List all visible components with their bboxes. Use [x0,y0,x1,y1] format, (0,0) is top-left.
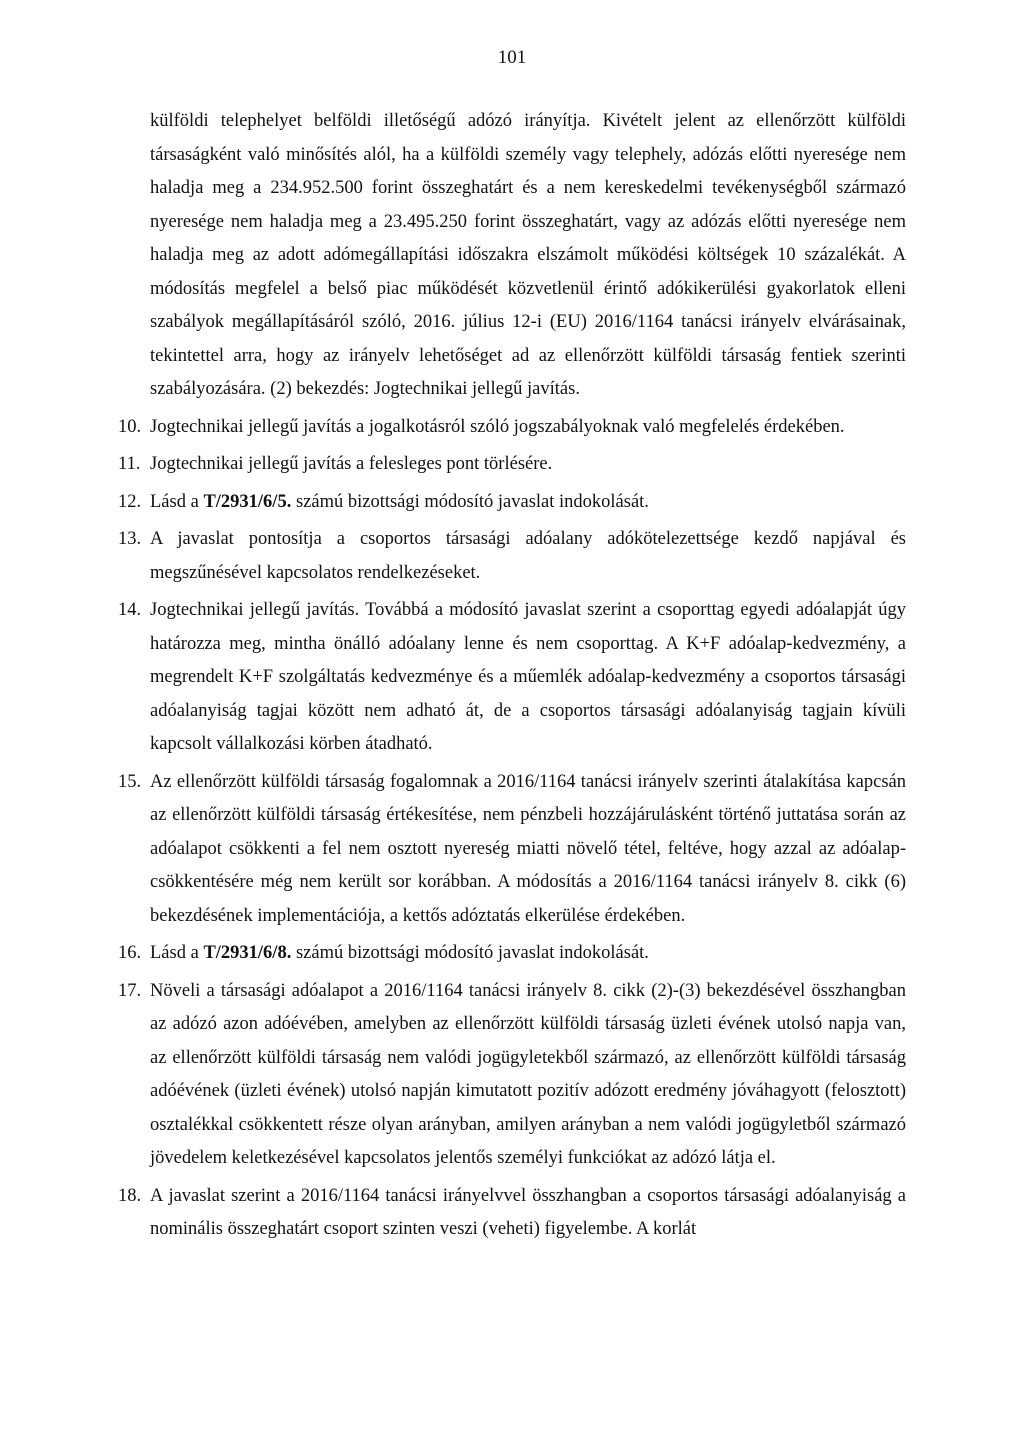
item-text: A javaslat pontosítja a csoportos társasági adóalany adókötelezettsége kezdő napjával és megszűnésével kapcsolatos rendelkezéseket. [150,529,906,583]
document-reference: T/2931/6/5. [203,491,292,512]
list-item-13 [118,523,906,590]
item-text: Jogtechnikai jellegű javítás a felesleges pont törlésére. [150,454,553,474]
list-item-15 [118,766,906,934]
item-text: Az ellenőrzött külföldi társaság fogalomnak a 2016/1164 tanácsi irányelv szerinti átalakítása kapcsán az ellenőrzött külföldi társaság értékesítése, nem pénzbeli hozzájárulásként történő juttatása során az adóalapot csökkenti a fel nem osztott nyereség miatti növelő tétel, feltéve, hogy azzal az adóalap-csökkentésére még nem került sor korábban. A módosítás a 2016/1164 tanácsi irányelv 8. cikk (6) bekezdésének implementációja, a kettős adóztatás elkerülése érdekében. [150,771,906,926]
list-item-14 [118,594,906,762]
list-item-11 [118,448,906,482]
item-number: 15. [118,771,142,792]
item-number: 11. [118,454,141,474]
item-text: Jogtechnikai jellegű javítás. Továbbá a módosító javaslat szerint a csoporttag egyedi adóalapját úgy határozza meg, mintha önálló adóalany lenne és nem csoporttag. A K+F adóalap-kedvezmény, a megrendelt K+F szolgáltatás kedvezménye és a műemlék adóalap-kedvezmény a csoportos társasági adóalanyiság tagjai között nem adható át, de a csoportos társasági adóalanyiság tagjain kívüli kapcsolt vállalkozási körben átadható. [150,600,906,754]
list-item-17 [118,975,906,1176]
list-item-16 [118,937,906,971]
item-number: 14. [118,600,142,620]
item-number: 18. [118,1185,142,1206]
list-item-12 [118,486,906,520]
list-item-10 [118,411,906,445]
document-body [118,105,906,1247]
list-item-18 [118,1180,906,1247]
item-text: Jogtechnikai jellegű javítás a jogalkotásról szóló jogszabályoknak való megfelelés érdekében. [150,416,845,437]
item-text-prefix: Lásd a [150,491,204,512]
item-number: 10. [118,416,142,437]
item-number: 12. [118,491,142,512]
item-text: A javaslat szerint a 2016/1164 tanácsi irányelvvel összhangban a csoportos társasági adóalanyiság a nominális összeghatárt csoport szinten veszi (veheti) figyelembe. A korlát [150,1185,906,1239]
item-text-suffix: számú bizottsági módosító javaslat indokolását. [291,491,649,512]
item-text-prefix: Lásd a [150,943,204,963]
document-reference: T/2931/6/8. [203,943,292,963]
item-text-suffix: számú bizottsági módosító javaslat indokolását. [291,943,649,963]
intro-paragraph: külföldi telephelyet belföldi illetőségű adózó irányítja. Kivételt jelent az ellenőrzött külföldi társaságként való minősítés alól, ha a külföldi személy vagy telephely, adózás előtti nyeresége nem haladja meg a 234.952.500 forint összeghatárt és a nem kereskedelmi tevékenységből származó nyeresége nem haladja meg a 23.495.250 forint összeghatárt, vagy az adózás előtti nyeresége nem haladja meg az adott adómegállapítási időszakra elszámolt működési költségek 10 százalékát. A módosítás megfelel a belső piac működését közvetlenül érintő adókikerülési gyakorlatok elleni szabályok megállapításáról szóló, 2016. július 12-i (EU) 2016/1164 tanácsi irányelv elvárásainak, tekintettel arra, hogy az irányelv lehetőséget ad az ellenőrzött külföldi társaság fentiek szerinti szabályozására. (2) bekezdés: Jogtechnikai jellegű javítás. [150,111,906,399]
item-number: 17. [118,980,142,1001]
item-text: Növeli a társasági adóalapot a 2016/1164 tanácsi irányelv 8. cikk (2)-(3) bekezdésével összhangban az adózó azon adóévében, amelyben az ellenőrzött külföldi társaság üzleti évének utolsó napja van, az ellenőrzött külföldi társaság nem valódi jogügyletekből származó, az ellenőrzött külföldi társaság adóévének (üzleti évének) utolsó napján kimutatott pozitív adózott eredmény jóváhagyott (felosztott) osztalékkal csökkentett része olyan arányban, amilyen arányban a nem valódi jogügyletből származó jövedelem keletkezésével kapcsolatos jelentős személyi funkciókat az adózó látja el. [150,980,906,1168]
item-number: 13. [118,529,142,549]
page-number: 101 [497,47,527,68]
item-number: 16. [118,943,142,963]
